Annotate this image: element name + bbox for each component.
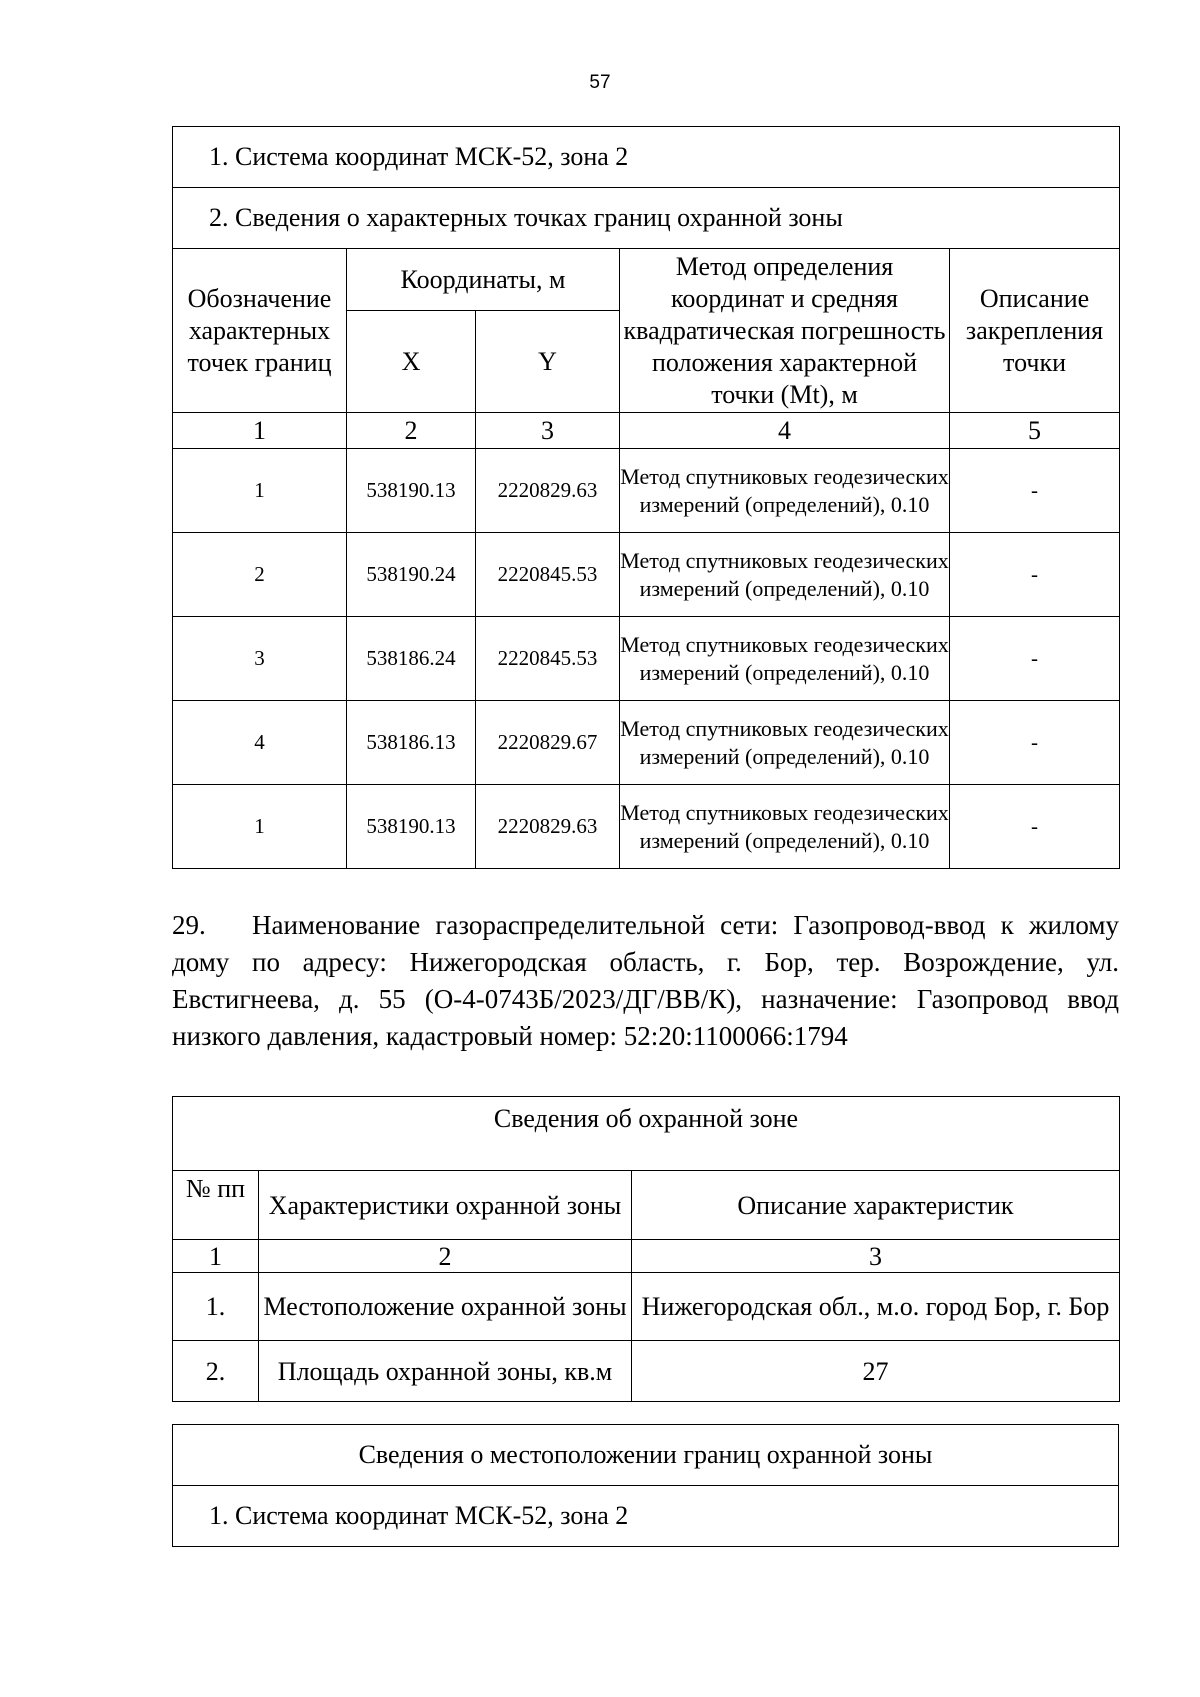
header-y: Y bbox=[476, 311, 620, 413]
paragraph-number: 29. bbox=[172, 910, 206, 940]
desc-cell: - bbox=[950, 533, 1120, 617]
coord-y: 2220845.53 bbox=[476, 617, 620, 701]
column-number: 5 bbox=[950, 413, 1120, 449]
header-coordinates: Координаты, м bbox=[347, 249, 620, 311]
coord-x: 538186.24 bbox=[347, 617, 476, 701]
point-id: 1 bbox=[173, 449, 347, 533]
coord-x: 538190.13 bbox=[347, 449, 476, 533]
method-cell: Метод спутниковых геодезических измерений (определений), 0.10 bbox=[620, 701, 950, 785]
protection-zone-table bbox=[172, 1096, 1120, 1402]
row-name: Местоположение охранной зоны bbox=[259, 1273, 632, 1341]
desc-cell: - bbox=[950, 701, 1120, 785]
point-id: 2 bbox=[173, 533, 347, 617]
table-row bbox=[173, 617, 1120, 701]
header-description: Описание характеристик bbox=[632, 1171, 1120, 1240]
method-cell: Метод спутниковых геодезических измерений (определений), 0.10 bbox=[620, 617, 950, 701]
table-row bbox=[173, 1341, 1120, 1402]
coord-y: 2220829.67 bbox=[476, 701, 620, 785]
section-title-cell: 2. Сведения о характерных точках границ охранной зоны bbox=[173, 188, 1120, 249]
point-id: 1 bbox=[173, 785, 347, 869]
row-index: 2. bbox=[173, 1341, 259, 1402]
method-cell: Метод спутниковых геодезических измерений (определений), 0.10 bbox=[620, 449, 950, 533]
row-value: Нижегородская обл., м.о. город Бор, г. Бор bbox=[632, 1273, 1120, 1341]
column-number: 3 bbox=[476, 413, 620, 449]
row-index: 1. bbox=[173, 1273, 259, 1341]
location-table-title: Сведения о местоположении границ охранной зоны bbox=[173, 1425, 1119, 1486]
row-name: Площадь охранной зоны, кв.м bbox=[259, 1341, 632, 1402]
coord-x: 538190.13 bbox=[347, 785, 476, 869]
desc-cell: - bbox=[950, 617, 1120, 701]
header-characteristics: Характеристики охранной зоны bbox=[259, 1171, 632, 1240]
coord-x: 538186.13 bbox=[347, 701, 476, 785]
column-number: 4 bbox=[620, 413, 950, 449]
coord-y: 2220829.63 bbox=[476, 785, 620, 869]
table-row bbox=[173, 1273, 1120, 1341]
zone-table-title: Сведения об охранной зоне bbox=[173, 1097, 1120, 1171]
header-x: X bbox=[347, 311, 476, 413]
coordinate-system-cell: 1. Система координат МСК-52, зона 2 bbox=[173, 127, 1120, 188]
boundary-location-table bbox=[172, 1424, 1119, 1547]
table-row bbox=[173, 533, 1120, 617]
point-id: 3 bbox=[173, 617, 347, 701]
page-number: 57 bbox=[589, 72, 611, 93]
column-number: 1 bbox=[173, 413, 347, 449]
coord-x: 538190.24 bbox=[347, 533, 476, 617]
coordinate-system-cell: 1. Система координат МСК-52, зона 2 bbox=[173, 1486, 1119, 1547]
header-designation: Обозначение характерных точек границ bbox=[173, 249, 347, 413]
header-method: Метод определения координат и средняя квадратическая погрешность положения характерной точки (Mt), м bbox=[620, 249, 950, 413]
paragraph-text: Наименование газораспределительной сети: Газопровод-ввод к жилому дому по адресу: Нижегородская область, г. Бор, тер. Возрождение, ул. Евстигнеева, д. 55 (О-4-0743Б/2023/ДГ/ВВ/К), назначение: Газопровод ввод низкого давления, кадастровый номер: 52:20:1100066:1794 bbox=[172, 910, 1119, 1051]
column-number: 3 bbox=[632, 1240, 1120, 1273]
table-row bbox=[173, 701, 1120, 785]
header-description: Описание закрепления точки bbox=[950, 249, 1120, 413]
method-cell: Метод спутниковых геодезических измерений (определений), 0.10 bbox=[620, 533, 950, 617]
column-number: 2 bbox=[347, 413, 476, 449]
table-row bbox=[173, 449, 1120, 533]
table-row bbox=[173, 785, 1120, 869]
desc-cell: - bbox=[950, 785, 1120, 869]
row-value: 27 bbox=[632, 1341, 1120, 1402]
header-index: № пп bbox=[173, 1171, 259, 1240]
coord-y: 2220829.63 bbox=[476, 449, 620, 533]
point-id: 4 bbox=[173, 701, 347, 785]
coord-y: 2220845.53 bbox=[476, 533, 620, 617]
column-number: 2 bbox=[259, 1240, 632, 1273]
network-description-paragraph bbox=[172, 907, 1119, 1055]
method-cell: Метод спутниковых геодезических измерений (определений), 0.10 bbox=[620, 785, 950, 869]
boundary-points-table bbox=[172, 126, 1120, 869]
column-number: 1 bbox=[173, 1240, 259, 1273]
desc-cell: - bbox=[950, 449, 1120, 533]
